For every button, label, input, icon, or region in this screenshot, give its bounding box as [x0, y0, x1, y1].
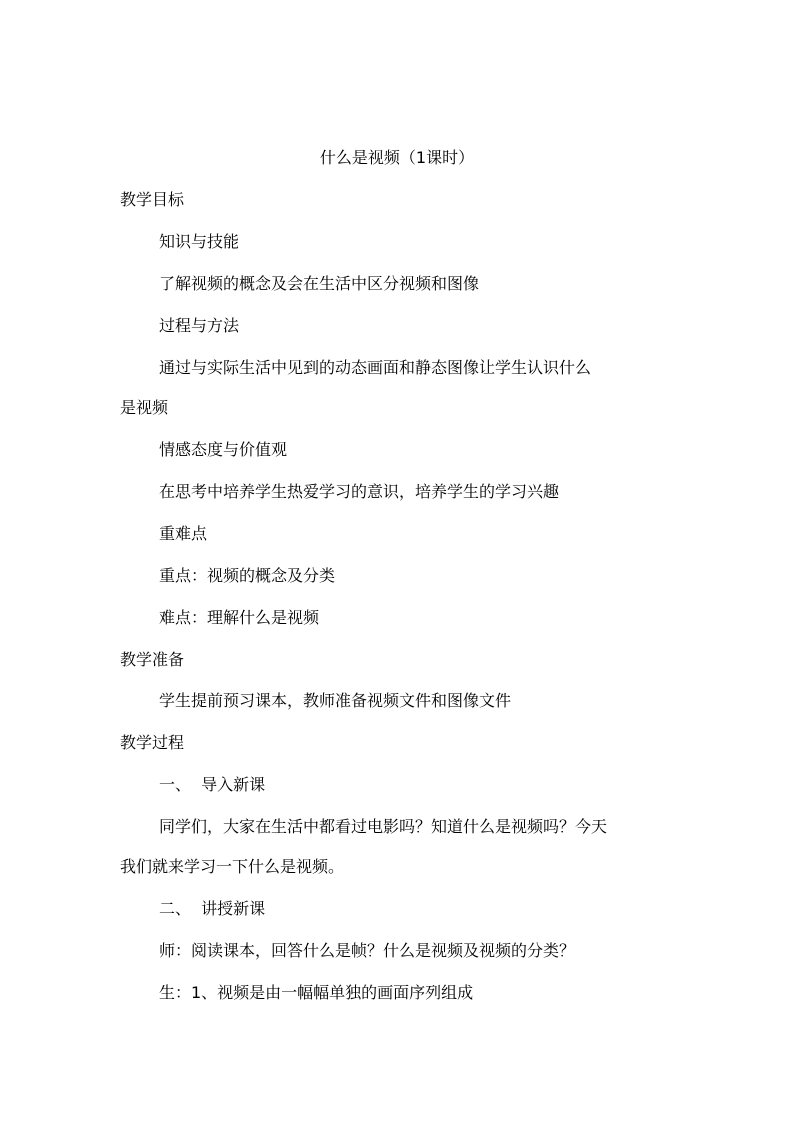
section-heading-introduction: 一、 导入新课: [159, 775, 266, 794]
subheading-emotion-attitude: 情感态度与价值观: [159, 440, 288, 459]
paragraph-line: 同学们，大家在生活中都看过电影吗？知道什么是视频吗？今天: [159, 817, 608, 836]
paragraph-line: 在思考中培养学生热爱学习的意识，培养学生的学习兴趣: [159, 482, 560, 501]
paragraph-line: 重点：视频的概念及分类: [159, 566, 336, 585]
document-title: 什么是视频（1课时）: [319, 148, 475, 167]
paragraph-line: 学生提前预习课本，教师准备视频文件和图像文件: [159, 691, 512, 710]
paragraph-line: 我们就来学习一下什么是视频。: [120, 857, 345, 876]
paragraph-line: 通过与实际生活中见到的动态画面和静态图像让学生认识什么: [159, 358, 592, 377]
subheading-key-difficult-points: 重难点: [159, 524, 208, 543]
paragraph-line: 了解视频的概念及会在生活中区分视频和图像: [159, 274, 480, 293]
section-heading-new-lesson: 二、 讲授新课: [159, 899, 266, 918]
heading-teaching-process: 教学过程: [120, 733, 185, 752]
paragraph-line: 师：阅读课本，回答什么是帧？什么是视频及视频的分类？: [159, 941, 576, 960]
paragraph-line: 是视频: [120, 398, 169, 417]
subheading-process-method: 过程与方法: [159, 316, 240, 335]
heading-teaching-preparation: 教学准备: [120, 650, 185, 669]
paragraph-line: 难点：理解什么是视频: [159, 608, 320, 627]
paragraph-line: 生：1、视频是由一幅幅单独的画面序列组成: [159, 983, 474, 1002]
heading-teaching-objectives: 教学目标: [120, 190, 185, 209]
subheading-knowledge-skills: 知识与技能: [159, 232, 240, 251]
